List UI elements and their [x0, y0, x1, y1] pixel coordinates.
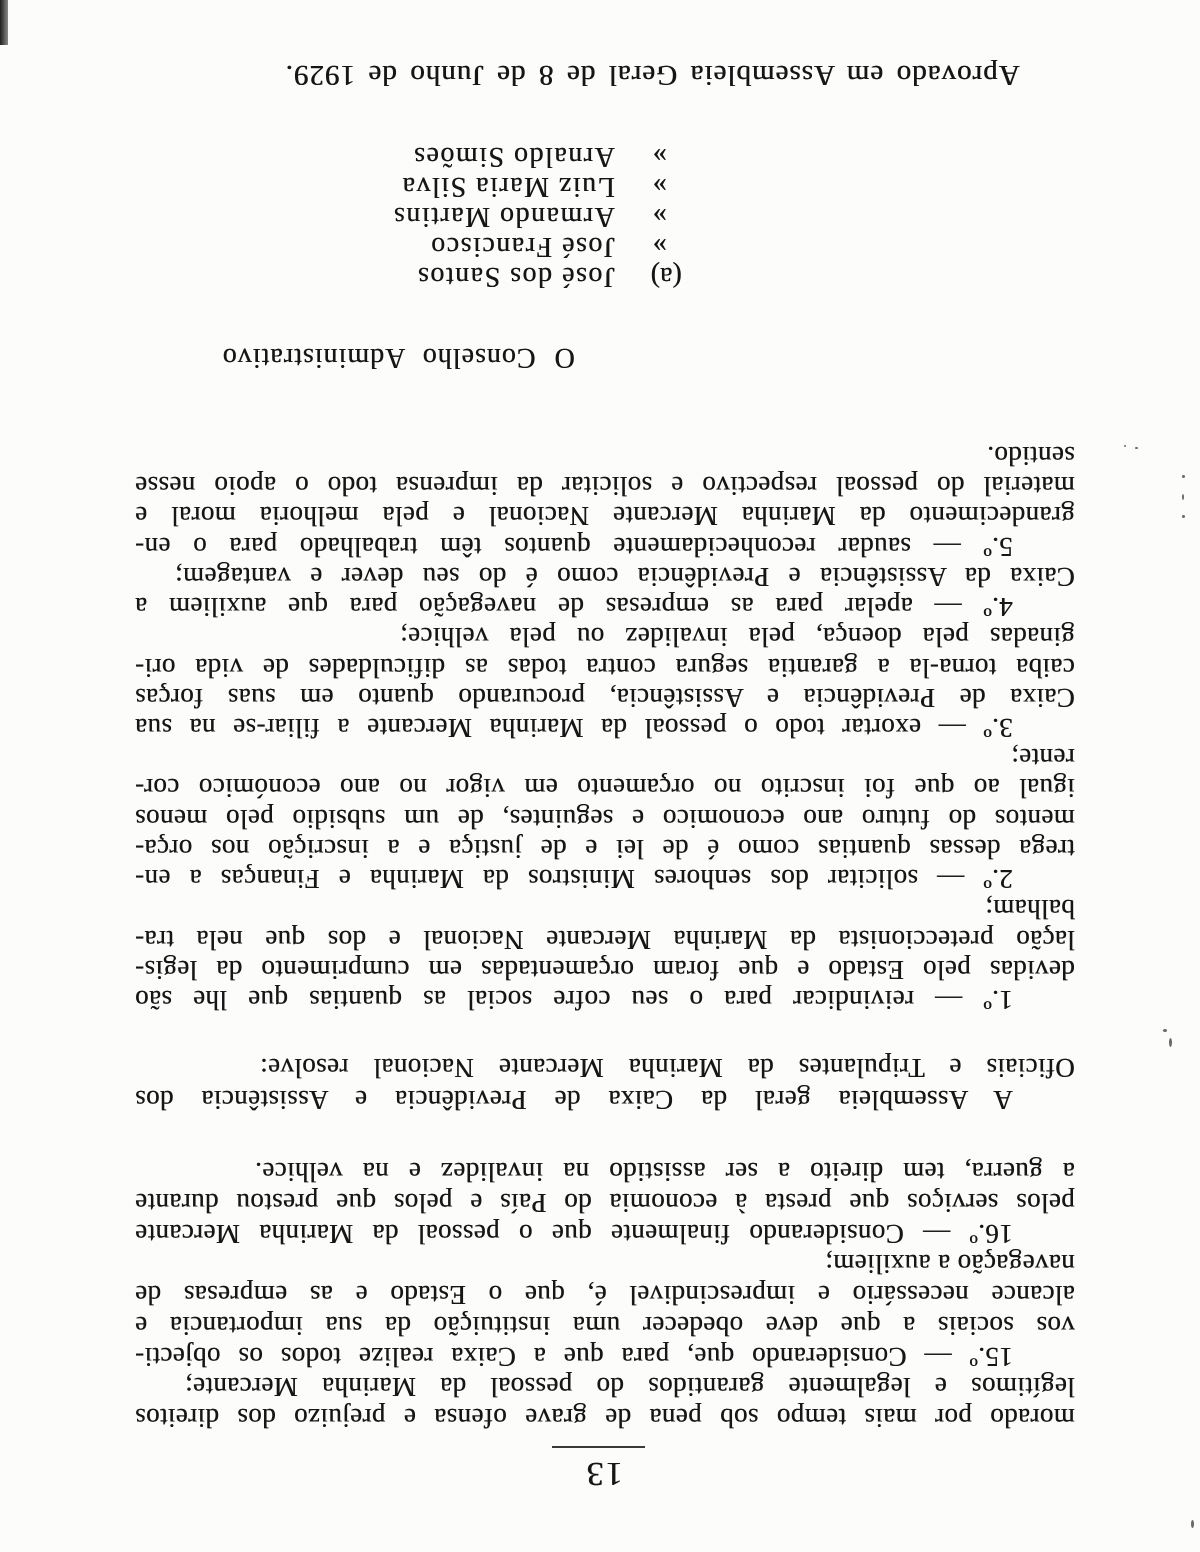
body-text-line: alcance necessário e imprescindivel é, que o Estado e as empresas de — [135, 1280, 1075, 1311]
body-text-line: A Assembleia geral da Caixa de Previdência e Assistência dos — [135, 1085, 1013, 1115]
body-text-line: balham; — [985, 894, 1075, 925]
body-text-line: morado por mais tempo sob pena de grave ofensa e prejuizo dos direitos — [135, 1403, 1075, 1433]
body-text-line: trega dessas quantias como é de lei e de justiça e a inscrição nos orça- — [135, 833, 1075, 864]
council-heading: O Conselho Administrativo — [222, 342, 575, 373]
body-text-line: rente; — [1011, 743, 1075, 774]
page-number-rule — [552, 1447, 645, 1449]
ditto-mark: » — [653, 201, 667, 232]
body-text-line: 3.º — exortar todo o pessoal da Marinha Mercante a filiar-se na sua — [135, 713, 1013, 743]
scan-edge-shadow — [0, 0, 8, 45]
body-text-line: ginadas pela doença, pela invalidez ou pela velhice; — [400, 622, 1075, 653]
body-text-line: 4.º — apelar para as empresas de navegação para que auxiliem a — [135, 592, 1013, 623]
body-text-line: navegação a auxiliem; — [825, 1249, 1075, 1280]
scan-speck — [1182, 494, 1184, 500]
ditto-mark: » — [653, 141, 667, 172]
scan-speck — [1163, 1029, 1167, 1032]
body-text-line: grandecimento da Marinha Mercante Nacional e pela melhoria moral e — [135, 501, 1075, 532]
body-text-line: 1.º — reivindicar para o seu cofre social as quantias que lhe são — [135, 985, 1013, 1015]
signature-name: Arnaldo Simões — [412, 141, 615, 172]
body-text-line: caiba torna-la a garantia segura contra todas as dificuldades de vida ori- — [135, 652, 1075, 683]
body-text-line: 16.º — Considerando finalmente que o pessoal da Marinha Mercante — [135, 1218, 1013, 1249]
signature-prefix: (a) — [650, 261, 682, 292]
ditto-mark: » — [653, 171, 667, 202]
body-text-line: legítimos e legalmente garantidos do pessoal da Marinha Mercante; — [185, 1372, 1075, 1403]
body-text-line: devidas pelo Estado e que foram orçamentadas em cumprimento da legis- — [135, 954, 1075, 985]
scan-speck — [1182, 515, 1185, 518]
body-text-line: 5.º — saudar reconhecidamente quantos têm trabalhado para o en- — [135, 531, 1013, 562]
signature-name: Armando Martins — [392, 201, 615, 232]
signature-name: José Francisco — [429, 231, 615, 262]
scan-speck — [1135, 447, 1138, 449]
ditto-mark: » — [653, 231, 667, 262]
body-text-line: material do pessoal respectivo e solicitar da imprensa todo o apoio nesse — [135, 471, 1075, 502]
signature-name: Luiz Maria Silva — [401, 171, 615, 202]
body-text-line: sentido. — [987, 441, 1075, 471]
body-text-line: lação preteccionista da Marinha Mercante Nacional e dos que nela tra- — [135, 924, 1075, 955]
body-text-line: 15.º — Considerando que, para que a Caixa realize todos os objecti- — [135, 1341, 1013, 1372]
scan-speck — [1191, 1520, 1194, 1528]
body-text-line: mentos do futuro ano economico e seguintes, de um subsidio pelo menos — [135, 803, 1075, 834]
body-text-line: Oficiais e Tripulantes da Marinha Mercante Nacional resolve: — [260, 1053, 1075, 1083]
approval-note: Aprovado em Assembleia Geral de 8 de Junho de 1929. — [285, 59, 1020, 91]
body-text-line: igual ao que foi inscrito no orçamento em vigor no ano económico cor- — [135, 773, 1075, 804]
body-text-line: Caixa de Previdência e Assistência, procurando quanto em suas forças — [135, 682, 1075, 713]
signature-name: José dos Santos — [416, 261, 615, 292]
body-text-line: pelos serviços que presta à economia do País e pelos que prestou durante — [135, 1188, 1075, 1219]
body-text-line: 2.º — solicitar dos senhores Ministros da Marinha e Finanças a en- — [135, 864, 1013, 895]
scan-speck — [1124, 445, 1126, 447]
scan-speck — [1169, 1038, 1172, 1047]
body-text-line: vos sociais a que deve obedecer uma instituição da sua importancia e — [135, 1310, 1075, 1341]
body-text-line: a guerra, tem direito a ser assistido na invalidez e na velhice. — [255, 1157, 1075, 1188]
scan-speck — [1182, 475, 1185, 478]
page-number: 13 — [585, 1455, 623, 1492]
body-text-line: Caixa da Assistência e Previdência como é do seu dever e vantagem; — [175, 561, 1075, 592]
